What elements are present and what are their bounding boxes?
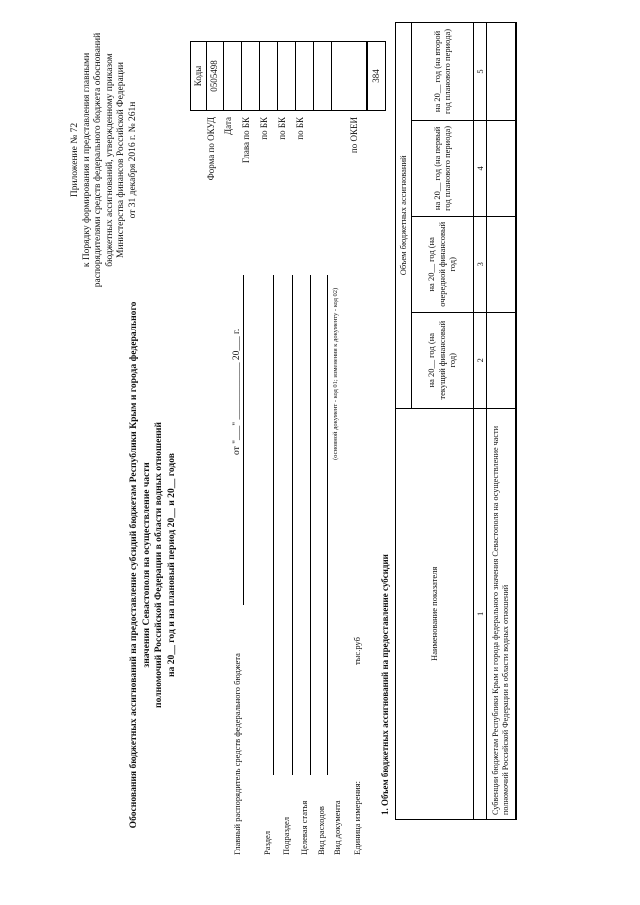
codes-header: Коды — [190, 41, 207, 111]
date-label: Дата — [223, 117, 233, 135]
document-title — [128, 285, 178, 845]
expense-type-line — [327, 275, 328, 775]
row-cell-5 — [487, 23, 517, 121]
celevaya-value — [295, 42, 313, 110]
header-group: Объем бюджетных ассигнований — [396, 23, 412, 409]
celevaya-code-label: по БК — [295, 117, 305, 140]
subsection-line — [292, 275, 293, 775]
target-item-label: Целевая статья — [299, 800, 309, 855]
header-col3: на 20__ год (на очередной финансовый год) — [411, 216, 473, 312]
header-col2: на 20__ год (на текущий финансовый год) — [411, 312, 473, 408]
header-col5: на 20__ год (на второй год планового периода) — [411, 23, 473, 121]
doc-type-label: Вид документа — [332, 800, 342, 855]
manager-label: Главный распорядитель средств федерального бюджета — [232, 653, 242, 855]
appendix-date: от 31 декабря 2016 г. № 261н — [127, 101, 138, 219]
title-line-3: на 20__ год и на плановый период 20__ и 20__ годов — [165, 453, 177, 677]
row-subsidy-text: Субвенции бюджетам Республики Крым и города федерального значения Севастополя на осуществление части полномочий Российской Федерации в области водных отношений — [487, 408, 517, 819]
row-cell-3 — [487, 216, 517, 312]
okei-value: 384 — [366, 42, 385, 110]
podrazdel-value — [277, 42, 295, 110]
num-3: 3 — [473, 216, 487, 312]
title-line-2: полномочий Российской Федерации в области водных отношений — [153, 422, 164, 708]
row-cell-4 — [487, 120, 517, 216]
document-date: от "___" ____________ 20___ г. — [232, 328, 242, 455]
num-5: 5 — [473, 23, 487, 121]
razdel-value — [259, 42, 277, 110]
appendix-text: к Порядку формирования и представления главными распорядителями средств федерального бюджета обоснований бюджетных ассигнований, утвержденному приказом Министерства финансов Российской Федерации — [81, 32, 126, 288]
num-2: 2 — [473, 312, 487, 408]
section-label: Раздел — [262, 830, 272, 855]
num-4: 4 — [473, 120, 487, 216]
target-item-line — [310, 275, 311, 775]
okud-label: Форма по ОКУД — [206, 117, 216, 181]
appendix-block — [70, 30, 139, 290]
header-name: Наименование показателя — [396, 408, 474, 819]
vid-value — [313, 42, 331, 110]
date-value — [223, 42, 241, 110]
doc-value — [331, 42, 366, 110]
unit-value: тыс.руб — [352, 637, 362, 665]
section-heading: 1. Объем бюджетных ассигнований на предоставление субсидии — [380, 554, 390, 815]
section-line — [273, 275, 274, 775]
subsection-label: Подраздел — [281, 816, 291, 855]
expense-type-label: Вид расходов — [316, 806, 326, 855]
razdel-code-label: по БК — [259, 117, 269, 140]
budget-table — [395, 22, 517, 820]
okud-value: 0505498 — [209, 60, 219, 92]
okei-label: по ОКЕИ — [349, 117, 359, 154]
unit-label: Единица измерения: — [352, 781, 362, 855]
glava-label: Глава по БК — [241, 117, 251, 164]
codes-box — [206, 41, 386, 111]
podrazdel-code-label: по БК — [277, 117, 287, 140]
header-col4: на 20__ год (на первый год планового периода) — [411, 120, 473, 216]
appendix-number: Приложение № 72 — [70, 122, 80, 198]
row-cell-2 — [487, 312, 517, 408]
manager-line — [243, 275, 244, 605]
title-line-1: Обоснования бюджетных ассигнований на предоставление субсидий бюджетам Республики Крым и города федерального значения Севастополя на осуществление части — [128, 301, 152, 829]
num-1: 1 — [473, 408, 487, 819]
glava-value — [241, 42, 259, 110]
doc-type-note: (основной документ - код 01; изменения к документу - код 02) — [332, 287, 339, 460]
